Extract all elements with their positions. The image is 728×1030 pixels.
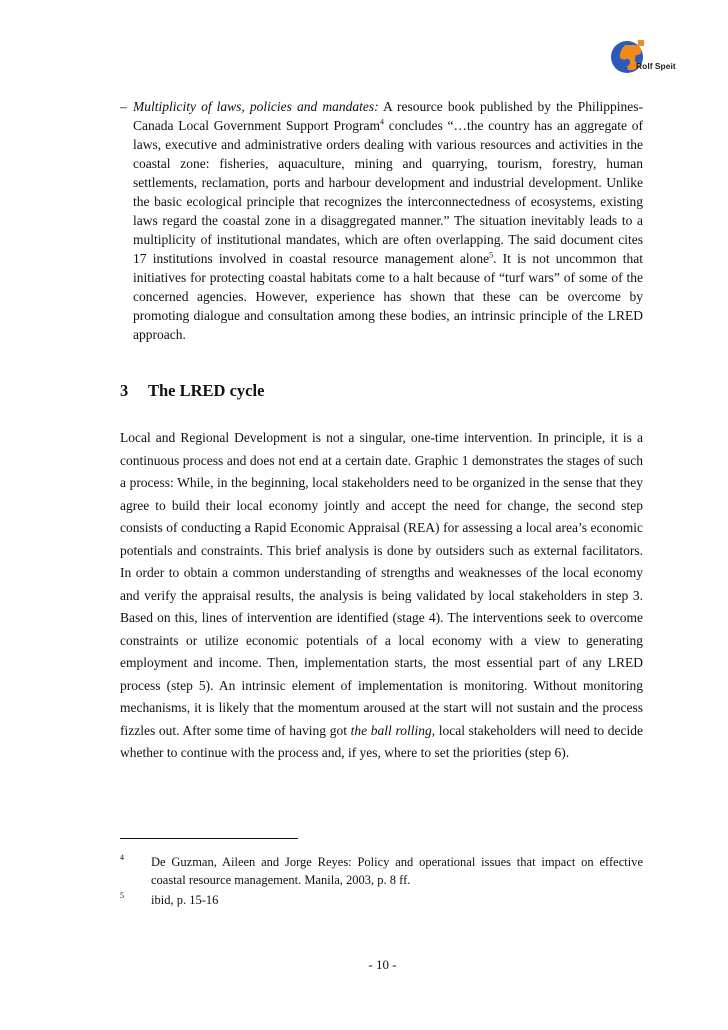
paragraph-text-part1: Local and Regional Development is not a singular, one-time intervention. In principle, it is a continuous process and does not end at a certain date. Graphic 1 demonstrates the stages of such a process: While, in the beginning, local stakeholders need to be organized in the sense that they agree to build their local economy jointly and accept the need for change, the second step consists of conducting a Rapid Economic Appraisal (REA) for assessing a local area’s economic potentials and constraints. This brief analysis is done by outsiders such as external facilitators. In order to obtain a common understanding of strengths and weaknesses of the local economy and verify the appraisal results, the analysis is being validated by local stakeholders in step 3. Based on this, lines of intervention are identified (stage 4). The interventions seek to overcome constraints or utilize economic potentials of a local economy with a view to generating employment and income. Then, implementation starts, the most essential part of any LRED process (step 5). An intrinsic element of implementation is monitoring. Without monitoring mechanisms, it is likely that the momentum aroused at the start will not sustain and the process fizzles out. After some time of having got (120, 430, 643, 738)
section-heading (120, 381, 264, 401)
bullet-text-part3: . It is not uncommon that initiatives for protecting coastal habitats come to a halt because of “turf wars” of some of the concerned agencies. However, experience has shown that these can be overcome by promoting dialogue and consultation among these bodies, an intrinsic principle of the LRED approach. (133, 251, 643, 342)
bullet-text-part1: A resource book published by the Philippines-Canada Local Government Support Program (133, 99, 643, 133)
footnote-number: 5 (120, 891, 124, 900)
logo-author-name: Rolf Speit (636, 61, 676, 71)
footnote-5 (120, 891, 643, 909)
body-paragraph (120, 427, 643, 765)
footnote-reference-4[interactable]: 4 (380, 117, 384, 127)
bullet-text-part2: concludes “…the country has an aggregate of laws, executive and administrative orders dealing with various resources and activities in the coastal zone: fisheries, aquaculture, mining and quarrying, tourism, forestry, human settlements, reclamation, ports and harbour development and industrial development. Unlike the basic ecological principle that recognizes the interconnectedness of ecosystems, existing laws regard the coastal zone in a disaggregated manner.” The situation inevitably leads to a multiplicity of institutional mandates, which are often overlapping. The said document cites 17 institutions involved in coastal resource management alone (133, 118, 643, 266)
section-title: The LRED cycle (148, 381, 265, 400)
page-number: - 10 - (368, 957, 397, 972)
bullet-title: Multiplicity of laws, policies and mandates: (133, 99, 379, 114)
bullet-dash: – (120, 99, 127, 114)
footnote-separator (120, 838, 298, 839)
footnote-reference-5[interactable]: 5 (489, 250, 494, 260)
section-number: 3 (120, 381, 129, 400)
author-logo (606, 36, 718, 76)
paragraph-emphasis: the ball rolling (350, 722, 432, 738)
footnote-text: De Guzman, Aileen and Jorge Reyes: Policy and operational issues that impact on effective coastal resource management. Manila, 2003, p. 8 ff. (151, 855, 643, 887)
footnote-text: ibid, p. 15-16 (151, 893, 219, 907)
bullet-text (133, 97, 643, 344)
footnote-4 (120, 853, 643, 889)
paragraph-text-part2: , local stakeholders will need to decide whether to continue with the process and, if yes, where to set the priorities (step 6). (120, 722, 643, 760)
bullet-list-item (120, 97, 643, 344)
footnote-number: 4 (120, 853, 124, 862)
